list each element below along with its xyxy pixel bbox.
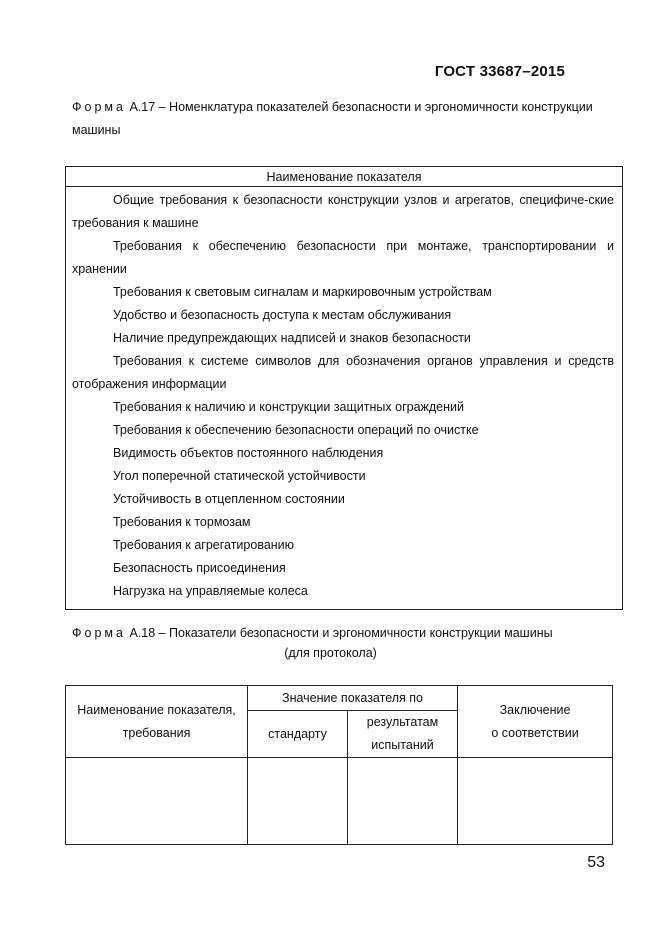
list-item: Требования к обеспечению безопасности при монтаже, транспортировании и хранении bbox=[72, 239, 614, 276]
results-header-line2: испытаний bbox=[371, 738, 434, 752]
results-header-line1: результатам bbox=[366, 715, 439, 729]
value-group-header: Значение показателя по bbox=[248, 686, 458, 711]
form-a18-title: А.18 – Показатели безопасности и эргономичности конструкции машины bbox=[129, 626, 553, 640]
column-header: Наименование показателя bbox=[66, 167, 623, 187]
list-item: Общие требования к безопасности конструкции узлов и агрегатов, специфиче-ские требования к машине bbox=[72, 193, 614, 230]
list-item: Требования к обеспечению безопасности операций по очистке bbox=[113, 423, 479, 437]
list-item: Требования к наличию и конструкции защитных ограждений bbox=[113, 400, 465, 414]
table-cell bbox=[248, 758, 348, 845]
list-item: Нагрузка на управляемые колеса bbox=[113, 584, 308, 598]
table-cell bbox=[66, 187, 623, 610]
list-item: Угол поперечной статической устойчивости bbox=[113, 469, 366, 483]
name-header-line2: требования bbox=[122, 725, 191, 740]
list-item: Требования к системе символов для обозначения органов управления и средств отображения информации bbox=[72, 354, 614, 391]
document-header: ГОСТ 33687–2015 bbox=[434, 63, 565, 80]
form-a18-subcaption: (для протокола) bbox=[284, 646, 377, 660]
list-item: Требования к тормозам bbox=[113, 515, 251, 529]
form-a18-caption bbox=[72, 622, 628, 645]
list-item: Требования к агрегатированию bbox=[113, 538, 295, 552]
name-column-header bbox=[66, 686, 248, 758]
conclusion-column-header bbox=[458, 686, 613, 758]
conclusion-header-line1: Заключение bbox=[499, 702, 571, 717]
standard-column-header: стандарту bbox=[248, 711, 348, 758]
list-item: Устойчивость в отцепленном состоянии bbox=[113, 492, 345, 506]
list-item: Наличие предупреждающих надписей и знаков безопасности bbox=[113, 331, 471, 345]
list-item: Удобство и безопасность доступа к местам обслуживания bbox=[113, 308, 452, 322]
form-label: Форма bbox=[72, 626, 126, 640]
results-column-header bbox=[348, 711, 458, 758]
form-a17-caption bbox=[72, 96, 628, 142]
form-a17-table bbox=[65, 166, 623, 610]
table-row bbox=[66, 758, 613, 845]
page-number: 53 bbox=[587, 854, 605, 871]
table-cell bbox=[66, 758, 248, 845]
list-item: Требования к световым сигналам и маркировочным устройствам bbox=[113, 285, 492, 299]
table-cell bbox=[348, 758, 458, 845]
form-a17-title: А.17 – Номенклатура показателей безопасности и эргономичности конструкции машины bbox=[72, 100, 593, 137]
list-item: Видимость объектов постоянного наблюдения bbox=[113, 446, 384, 460]
table-cell bbox=[458, 758, 613, 845]
form-label: Форма bbox=[72, 100, 126, 114]
form-a18-table bbox=[65, 685, 613, 845]
list-item: Безопасность присоединения bbox=[113, 561, 286, 575]
conclusion-header-line2: о соответствии bbox=[491, 725, 579, 740]
name-header-line1: Наименование показателя, bbox=[77, 702, 236, 717]
